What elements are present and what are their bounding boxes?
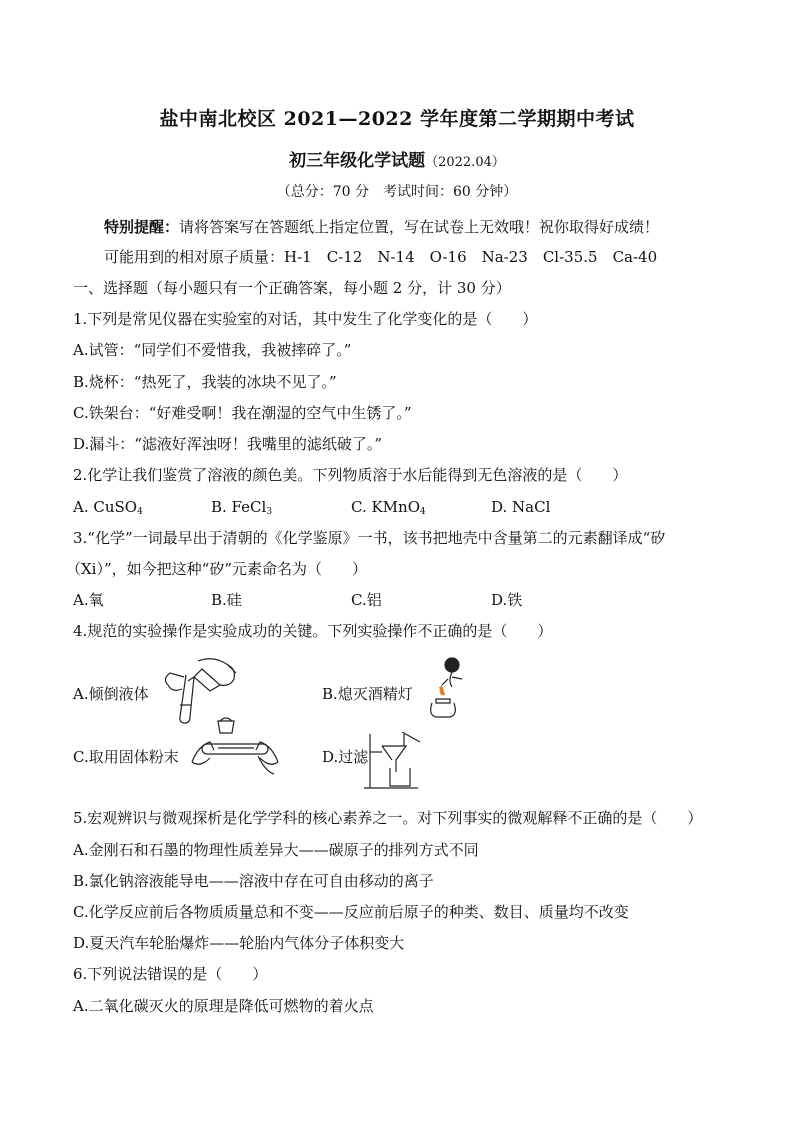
q5-stem: 5.宏观辨识与微观探析是化学学科的核心素养之一。对下列事实的微观解释不正确的是（ ） [73,809,703,827]
q1-option-b: B.烧杯：“热死了，我装的冰块不见了。” [73,373,337,391]
subtitle-date: （2022.04） [425,155,505,170]
exam-subtitle [0,146,794,171]
notice-label: 特别提醒： [104,218,180,236]
q2-option-d: D. NaCl [491,498,551,516]
score-info: （总分：70 分 考试时间：60 分钟） [276,184,518,200]
q5-option-b: B.氯化钠溶液能导电——溶液中存在可自由移动的离子 [73,872,434,890]
q5-option-c: C.化学反应前后各物质质量总和不变——反应前后原子的种类、数目、质量均不改变 [73,903,629,921]
notice-text: 请将答案写在答题纸上指定位置，写在试卷上无效哦！祝你取得好成绩！ [179,218,660,236]
q2-stem: 2.化学让我们鉴赏了溶液的颜色美。下列物质溶于水后能得到无色溶液的是（ ） [73,466,628,484]
extinguish-lamp-figure [418,655,470,721]
q3-stem-line1: 3.“化学”一词最早出于清朝的《化学鉴原》一书，该书把地壳中含量第二的元素翻译成“矽 [73,529,666,547]
q2-option-a: A. CuSO$_4$ [73,498,143,517]
q4-option-d: D.过滤 [322,748,369,766]
q5-option-a: A.金刚石和石墨的物理性质差异大——碳原子的排列方式不同 [73,841,479,859]
pour-liquid-figure [158,655,240,735]
subtitle-main: 初三年级化学试题 [289,151,426,171]
q4-stem: 4.规范的实验操作是实验成功的关键。下列实验操作不正确的是（ ） [73,622,553,640]
q6-stem: 6.下列说法错误的是（ ） [73,965,268,983]
q3-option-d: D.铁 [491,591,523,609]
q1-stem: 1.下列是常见仪器在实验室的对话，其中发生了化学变化的是（ ） [73,310,538,328]
q2-option-b: B. FeCl$_3$ [211,498,273,517]
take-powder-figure [188,732,282,776]
q3-option-a: A.氧 [73,591,104,609]
q3-option-b: B.硅 [211,591,242,609]
q4-option-c: C.取用固体粉末 [73,748,179,766]
q5-option-d: D.夏天汽车轮胎爆炸——轮胎内气体分子体积变大 [73,934,405,952]
filtration-figure [362,732,424,790]
section-heading: 一、选择题（每小题只有一个正确答案，每小题 2 分，计 30 分） [73,279,511,297]
q3-option-c: C.铝 [351,591,382,609]
q2-option-c: C. KMnO$_4$ [351,498,426,517]
exam-title: 盐中南北校区 2021—2022 学年度第二学期期中考试 [159,108,635,130]
q3-options [73,590,673,610]
q4-option-b: B.熄灭酒精灯 [322,685,413,703]
q1-option-c: C.铁架台：“好难受啊！我在潮湿的空气中生锈了。” [73,404,412,422]
q1-option-d: D.漏斗：“滤液好浑浊呀！我嘴里的滤纸破了。” [73,435,383,453]
q1-option-a: A.试管：“同学们不爱惜我，我被摔碎了。” [73,341,352,359]
q2-options [73,497,673,517]
q6-option-a: A.二氧化碳灭火的原理是降低可燃物的着火点 [73,997,374,1015]
atomic-mass-line: 可能用到的相对原子质量：H-1 C-12 N-14 O-16 Na-23 Cl-35.5 Ca-40 [104,248,658,266]
notice-line [104,217,659,237]
q3-stem-line2: （Xi）”，如今把这种“矽”元素命名为（ ） [66,560,367,578]
q4-option-a: A.倾倒液体 [73,685,149,703]
